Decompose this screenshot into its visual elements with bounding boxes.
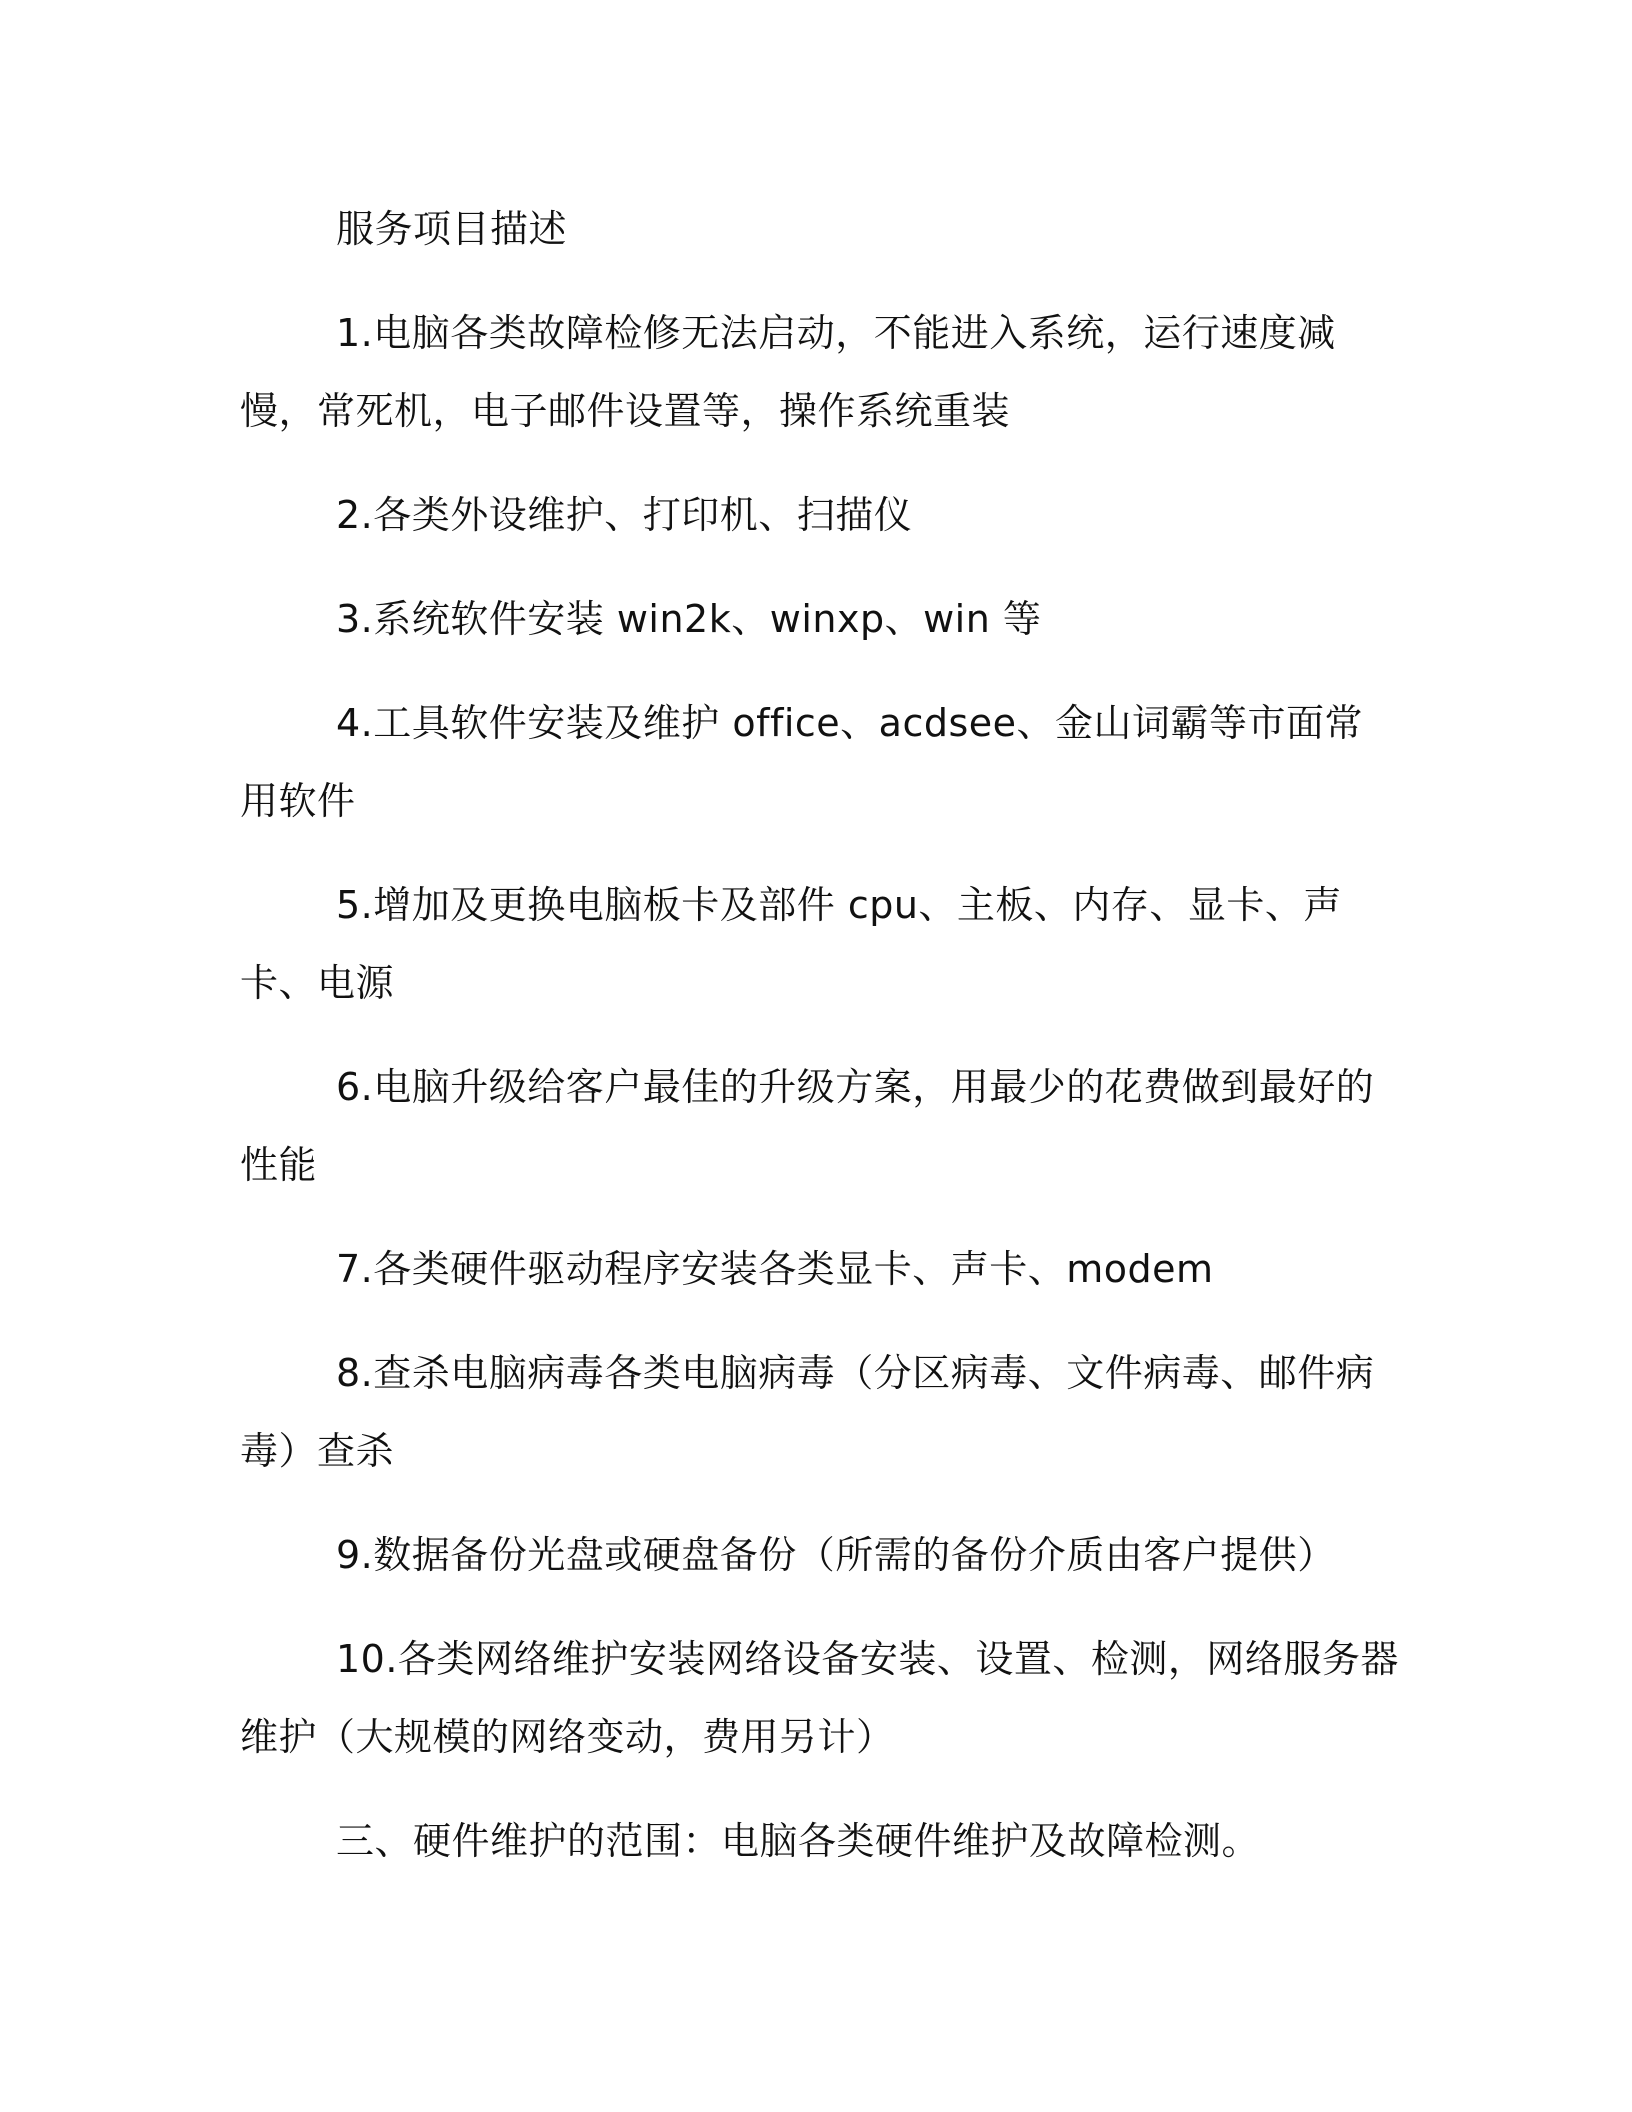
- service-item-7: 7.各类硬件驱动程序安装各类显卡、声卡、modem: [336, 1247, 1214, 1291]
- service-item-1: 1.电脑各类故障检修无法启动，不能进入系统，运行速度减慢，常死机，电子邮件设置等，操作系统重装: [240, 311, 1336, 433]
- service-item-3: 3.系统软件安装 win2k、winxp、win 等: [336, 597, 1042, 641]
- service-item-8: 8.查杀电脑病毒各类电脑病毒（分区病毒、文件病毒、邮件病毒）查杀: [240, 1351, 1375, 1473]
- service-item-5: 5.增加及更换电脑板卡及部件 cpu、主板、内存、显卡、声卡、电源: [240, 883, 1342, 1005]
- section-title: 服务项目描述: [336, 207, 568, 251]
- document-body: [240, 190, 1400, 1906]
- service-item-2: 2.各类外设维护、打印机、扫描仪: [336, 493, 913, 537]
- service-item-6: 6.电脑升级给客户最佳的升级方案，用最少的花费做到最好的性能: [240, 1065, 1375, 1187]
- hardware-scope-heading: 三、硬件维护的范围：电脑各类硬件维护及故障检测。: [336, 1819, 1261, 1863]
- service-item-10: 10.各类网络维护安装网络设备安装、设置、检测，网络服务器维护（大规模的网络变动，费用另计）: [240, 1637, 1399, 1759]
- service-item-9: 9.数据备份光盘或硬盘备份（所需的备份介质由客户提供）: [336, 1533, 1336, 1577]
- service-item-4: 4.工具软件安装及维护 office、acdsee、金山词霸等市面常用软件: [240, 701, 1364, 823]
